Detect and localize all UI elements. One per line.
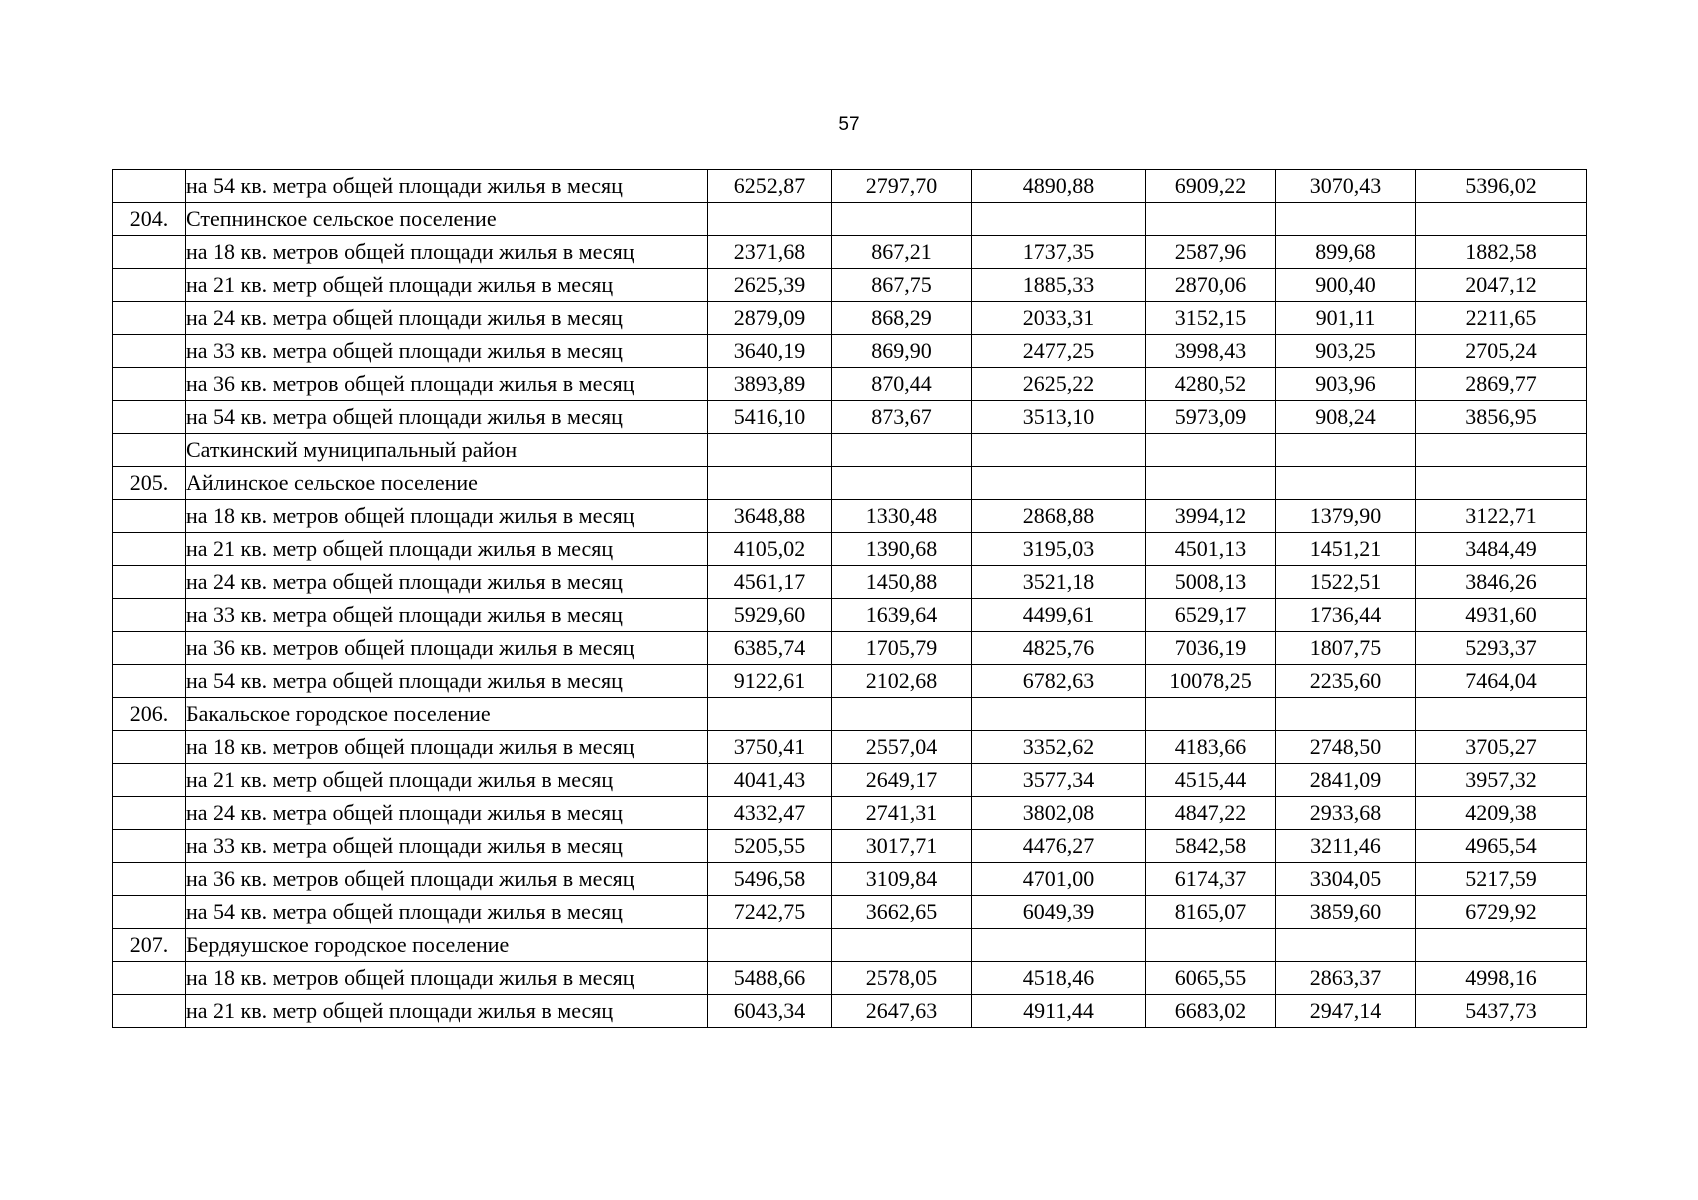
row-label: на 54 кв. метра общей площади жилья в месяц xyxy=(186,896,708,929)
value-cell-1 xyxy=(708,698,832,731)
value-cell-2: 873,67 xyxy=(832,401,972,434)
value-cell-5: 2933,68 xyxy=(1276,797,1416,830)
value-cell-5 xyxy=(1276,467,1416,500)
value-cell-1: 4332,47 xyxy=(708,797,832,830)
table-row xyxy=(113,170,1587,203)
value-cell-1 xyxy=(708,929,832,962)
table-row xyxy=(113,467,1587,500)
value-cell-3: 6049,39 xyxy=(972,896,1146,929)
row-number xyxy=(113,533,186,566)
value-cell-2: 868,29 xyxy=(832,302,972,335)
table-row xyxy=(113,368,1587,401)
value-cell-6: 3856,95 xyxy=(1416,401,1587,434)
value-cell-6 xyxy=(1416,929,1587,962)
row-number: 205. xyxy=(113,467,186,500)
row-label: на 36 кв. метров общей площади жилья в месяц xyxy=(186,632,708,665)
value-cell-2: 1639,64 xyxy=(832,599,972,632)
value-cell-3 xyxy=(972,467,1146,500)
table-row xyxy=(113,962,1587,995)
value-cell-5: 2863,37 xyxy=(1276,962,1416,995)
value-cell-3: 3577,34 xyxy=(972,764,1146,797)
value-cell-5: 1736,44 xyxy=(1276,599,1416,632)
row-label: на 18 кв. метров общей площади жилья в месяц xyxy=(186,731,708,764)
table-row xyxy=(113,236,1587,269)
value-cell-1: 5929,60 xyxy=(708,599,832,632)
value-cell-1: 3648,88 xyxy=(708,500,832,533)
value-cell-2: 2741,31 xyxy=(832,797,972,830)
table-row xyxy=(113,830,1587,863)
value-cell-4: 10078,25 xyxy=(1146,665,1276,698)
row-number xyxy=(113,500,186,533)
value-cell-5: 903,96 xyxy=(1276,368,1416,401)
table-row xyxy=(113,764,1587,797)
row-label: на 21 кв. метр общей площади жилья в месяц xyxy=(186,995,708,1028)
value-cell-6: 1882,58 xyxy=(1416,236,1587,269)
value-cell-6: 4931,60 xyxy=(1416,599,1587,632)
row-label: на 21 кв. метр общей площади жилья в месяц xyxy=(186,533,708,566)
value-cell-1 xyxy=(708,203,832,236)
row-number: 206. xyxy=(113,698,186,731)
tariff-table xyxy=(112,169,1587,1028)
value-cell-6: 3957,32 xyxy=(1416,764,1587,797)
value-cell-4: 6909,22 xyxy=(1146,170,1276,203)
row-label: на 36 кв. метров общей площади жилья в месяц xyxy=(186,863,708,896)
row-label: на 33 кв. метра общей площади жилья в месяц xyxy=(186,599,708,632)
value-cell-3: 2625,22 xyxy=(972,368,1146,401)
value-cell-6: 5293,37 xyxy=(1416,632,1587,665)
value-cell-5: 900,40 xyxy=(1276,269,1416,302)
row-number xyxy=(113,665,186,698)
value-cell-2: 3662,65 xyxy=(832,896,972,929)
value-cell-5: 901,11 xyxy=(1276,302,1416,335)
row-number xyxy=(113,830,186,863)
row-number xyxy=(113,797,186,830)
value-cell-6: 2047,12 xyxy=(1416,269,1587,302)
row-number xyxy=(113,434,186,467)
value-cell-1: 2625,39 xyxy=(708,269,832,302)
table-row xyxy=(113,731,1587,764)
value-cell-1: 2879,09 xyxy=(708,302,832,335)
value-cell-2: 1450,88 xyxy=(832,566,972,599)
value-cell-4: 7036,19 xyxy=(1146,632,1276,665)
row-number xyxy=(113,236,186,269)
value-cell-3: 3802,08 xyxy=(972,797,1146,830)
value-cell-3: 3195,03 xyxy=(972,533,1146,566)
value-cell-1: 4041,43 xyxy=(708,764,832,797)
value-cell-2 xyxy=(832,203,972,236)
value-cell-4 xyxy=(1146,467,1276,500)
row-label: Бакальское городское поселение xyxy=(186,698,708,731)
value-cell-1: 3893,89 xyxy=(708,368,832,401)
table-row xyxy=(113,500,1587,533)
row-label: на 18 кв. метров общей площади жилья в месяц xyxy=(186,236,708,269)
value-cell-2: 2102,68 xyxy=(832,665,972,698)
value-cell-3: 3521,18 xyxy=(972,566,1146,599)
value-cell-5: 2947,14 xyxy=(1276,995,1416,1028)
row-label: на 54 кв. метра общей площади жилья в месяц xyxy=(186,401,708,434)
value-cell-6 xyxy=(1416,467,1587,500)
value-cell-6: 2869,77 xyxy=(1416,368,1587,401)
table-row xyxy=(113,566,1587,599)
value-cell-5: 3859,60 xyxy=(1276,896,1416,929)
value-cell-2: 869,90 xyxy=(832,335,972,368)
value-cell-3: 4825,76 xyxy=(972,632,1146,665)
value-cell-6: 3846,26 xyxy=(1416,566,1587,599)
value-cell-6: 5396,02 xyxy=(1416,170,1587,203)
value-cell-3: 4518,46 xyxy=(972,962,1146,995)
value-cell-4: 6174,37 xyxy=(1146,863,1276,896)
table-row xyxy=(113,698,1587,731)
value-cell-6: 4209,38 xyxy=(1416,797,1587,830)
value-cell-1: 2371,68 xyxy=(708,236,832,269)
value-cell-3: 4701,00 xyxy=(972,863,1146,896)
row-label: Степнинское сельское поселение xyxy=(186,203,708,236)
value-cell-4: 2870,06 xyxy=(1146,269,1276,302)
table-row xyxy=(113,632,1587,665)
value-cell-4: 4847,22 xyxy=(1146,797,1276,830)
value-cell-6: 3705,27 xyxy=(1416,731,1587,764)
value-cell-1: 4561,17 xyxy=(708,566,832,599)
value-cell-5 xyxy=(1276,203,1416,236)
row-number xyxy=(113,368,186,401)
table-row xyxy=(113,599,1587,632)
table-row xyxy=(113,995,1587,1028)
row-number xyxy=(113,401,186,434)
value-cell-2: 1705,79 xyxy=(832,632,972,665)
value-cell-2 xyxy=(832,929,972,962)
value-cell-2: 867,21 xyxy=(832,236,972,269)
value-cell-3: 2477,25 xyxy=(972,335,1146,368)
value-cell-5: 3070,43 xyxy=(1276,170,1416,203)
value-cell-6 xyxy=(1416,434,1587,467)
value-cell-5: 1522,51 xyxy=(1276,566,1416,599)
value-cell-3: 2033,31 xyxy=(972,302,1146,335)
row-label: на 24 кв. метра общей площади жилья в месяц xyxy=(186,797,708,830)
value-cell-1: 6252,87 xyxy=(708,170,832,203)
row-number xyxy=(113,995,186,1028)
page-number: 57 xyxy=(838,114,860,135)
value-cell-6: 3484,49 xyxy=(1416,533,1587,566)
value-cell-2: 2557,04 xyxy=(832,731,972,764)
value-cell-1: 6385,74 xyxy=(708,632,832,665)
value-cell-4: 5008,13 xyxy=(1146,566,1276,599)
value-cell-2: 870,44 xyxy=(832,368,972,401)
value-cell-1: 3750,41 xyxy=(708,731,832,764)
value-cell-3: 4911,44 xyxy=(972,995,1146,1028)
value-cell-4: 2587,96 xyxy=(1146,236,1276,269)
row-number: 204. xyxy=(113,203,186,236)
value-cell-4: 8165,07 xyxy=(1146,896,1276,929)
value-cell-1: 4105,02 xyxy=(708,533,832,566)
value-cell-3: 1885,33 xyxy=(972,269,1146,302)
value-cell-3: 4476,27 xyxy=(972,830,1146,863)
row-number: 207. xyxy=(113,929,186,962)
value-cell-4: 6065,55 xyxy=(1146,962,1276,995)
value-cell-5: 903,25 xyxy=(1276,335,1416,368)
value-cell-6: 6729,92 xyxy=(1416,896,1587,929)
row-number xyxy=(113,170,186,203)
value-cell-5: 2748,50 xyxy=(1276,731,1416,764)
value-cell-5: 3304,05 xyxy=(1276,863,1416,896)
row-number xyxy=(113,764,186,797)
value-cell-3: 3513,10 xyxy=(972,401,1146,434)
value-cell-2: 2647,63 xyxy=(832,995,972,1028)
value-cell-4 xyxy=(1146,203,1276,236)
value-cell-4: 4501,13 xyxy=(1146,533,1276,566)
table-row xyxy=(113,269,1587,302)
value-cell-2 xyxy=(832,467,972,500)
row-number xyxy=(113,302,186,335)
value-cell-3 xyxy=(972,929,1146,962)
row-label: на 18 кв. метров общей площади жилья в месяц xyxy=(186,500,708,533)
value-cell-6: 3122,71 xyxy=(1416,500,1587,533)
value-cell-1 xyxy=(708,434,832,467)
value-cell-3: 4499,61 xyxy=(972,599,1146,632)
value-cell-4: 5842,58 xyxy=(1146,830,1276,863)
row-number xyxy=(113,335,186,368)
value-cell-6: 4965,54 xyxy=(1416,830,1587,863)
value-cell-5: 2235,60 xyxy=(1276,665,1416,698)
value-cell-4: 6683,02 xyxy=(1146,995,1276,1028)
row-label: на 33 кв. метра общей площади жилья в месяц xyxy=(186,830,708,863)
value-cell-1: 6043,34 xyxy=(708,995,832,1028)
value-cell-2: 3017,71 xyxy=(832,830,972,863)
value-cell-2: 1390,68 xyxy=(832,533,972,566)
table-body xyxy=(113,170,1587,1028)
row-label: на 24 кв. метра общей площади жилья в месяц xyxy=(186,566,708,599)
row-label: на 54 кв. метра общей площади жилья в месяц xyxy=(186,170,708,203)
table-row xyxy=(113,302,1587,335)
value-cell-4: 4280,52 xyxy=(1146,368,1276,401)
value-cell-2: 1330,48 xyxy=(832,500,972,533)
value-cell-5: 1379,90 xyxy=(1276,500,1416,533)
value-cell-1: 9122,61 xyxy=(708,665,832,698)
row-number xyxy=(113,269,186,302)
value-cell-4: 3998,43 xyxy=(1146,335,1276,368)
value-cell-1: 5488,66 xyxy=(708,962,832,995)
value-cell-2: 2578,05 xyxy=(832,962,972,995)
value-cell-2: 3109,84 xyxy=(832,863,972,896)
value-cell-6 xyxy=(1416,698,1587,731)
value-cell-6: 7464,04 xyxy=(1416,665,1587,698)
row-number xyxy=(113,599,186,632)
row-number xyxy=(113,566,186,599)
value-cell-3: 6782,63 xyxy=(972,665,1146,698)
value-cell-5: 899,68 xyxy=(1276,236,1416,269)
value-cell-2: 2649,17 xyxy=(832,764,972,797)
value-cell-4 xyxy=(1146,434,1276,467)
row-label: на 33 кв. метра общей площади жилья в месяц xyxy=(186,335,708,368)
table-row xyxy=(113,863,1587,896)
table-row xyxy=(113,533,1587,566)
row-label: на 21 кв. метр общей площади жилья в месяц xyxy=(186,764,708,797)
value-cell-6 xyxy=(1416,203,1587,236)
value-cell-4: 3152,15 xyxy=(1146,302,1276,335)
value-cell-6: 5437,73 xyxy=(1416,995,1587,1028)
row-label: Саткинский муниципальный район xyxy=(186,434,708,467)
row-label: на 24 кв. метра общей площади жилья в месяц xyxy=(186,302,708,335)
row-number xyxy=(113,863,186,896)
value-cell-4: 3994,12 xyxy=(1146,500,1276,533)
value-cell-1: 5205,55 xyxy=(708,830,832,863)
value-cell-5 xyxy=(1276,929,1416,962)
row-number xyxy=(113,896,186,929)
value-cell-5: 1807,75 xyxy=(1276,632,1416,665)
value-cell-3: 4890,88 xyxy=(972,170,1146,203)
value-cell-6: 2705,24 xyxy=(1416,335,1587,368)
row-label: Айлинское сельское поселение xyxy=(186,467,708,500)
value-cell-5: 3211,46 xyxy=(1276,830,1416,863)
value-cell-3 xyxy=(972,698,1146,731)
value-cell-5: 908,24 xyxy=(1276,401,1416,434)
row-number xyxy=(113,731,186,764)
table-row xyxy=(113,434,1587,467)
row-label: Бердяушское городское поселение xyxy=(186,929,708,962)
value-cell-3 xyxy=(972,203,1146,236)
value-cell-4 xyxy=(1146,929,1276,962)
value-cell-5 xyxy=(1276,698,1416,731)
value-cell-6: 4998,16 xyxy=(1416,962,1587,995)
value-cell-6: 5217,59 xyxy=(1416,863,1587,896)
value-cell-5 xyxy=(1276,434,1416,467)
value-cell-3: 2868,88 xyxy=(972,500,1146,533)
table-row xyxy=(113,665,1587,698)
value-cell-4: 6529,17 xyxy=(1146,599,1276,632)
value-cell-5: 1451,21 xyxy=(1276,533,1416,566)
value-cell-2: 867,75 xyxy=(832,269,972,302)
table-row xyxy=(113,203,1587,236)
row-number xyxy=(113,962,186,995)
row-label: на 21 кв. метр общей площади жилья в месяц xyxy=(186,269,708,302)
value-cell-1 xyxy=(708,467,832,500)
table-row xyxy=(113,401,1587,434)
value-cell-5: 2841,09 xyxy=(1276,764,1416,797)
value-cell-2 xyxy=(832,434,972,467)
value-cell-4: 4183,66 xyxy=(1146,731,1276,764)
row-label: на 54 кв. метра общей площади жилья в месяц xyxy=(186,665,708,698)
value-cell-3 xyxy=(972,434,1146,467)
row-label: на 18 кв. метров общей площади жилья в месяц xyxy=(186,962,708,995)
value-cell-3: 3352,62 xyxy=(972,731,1146,764)
value-cell-1: 5496,58 xyxy=(708,863,832,896)
value-cell-1: 3640,19 xyxy=(708,335,832,368)
value-cell-1: 5416,10 xyxy=(708,401,832,434)
value-cell-1: 7242,75 xyxy=(708,896,832,929)
table-row xyxy=(113,929,1587,962)
value-cell-4: 4515,44 xyxy=(1146,764,1276,797)
value-cell-3: 1737,35 xyxy=(972,236,1146,269)
value-cell-6: 2211,65 xyxy=(1416,302,1587,335)
row-number xyxy=(113,632,186,665)
table-row xyxy=(113,896,1587,929)
table-row xyxy=(113,797,1587,830)
value-cell-2 xyxy=(832,698,972,731)
value-cell-2: 2797,70 xyxy=(832,170,972,203)
row-label: на 36 кв. метров общей площади жилья в месяц xyxy=(186,368,708,401)
value-cell-4 xyxy=(1146,698,1276,731)
value-cell-4: 5973,09 xyxy=(1146,401,1276,434)
table-row xyxy=(113,335,1587,368)
